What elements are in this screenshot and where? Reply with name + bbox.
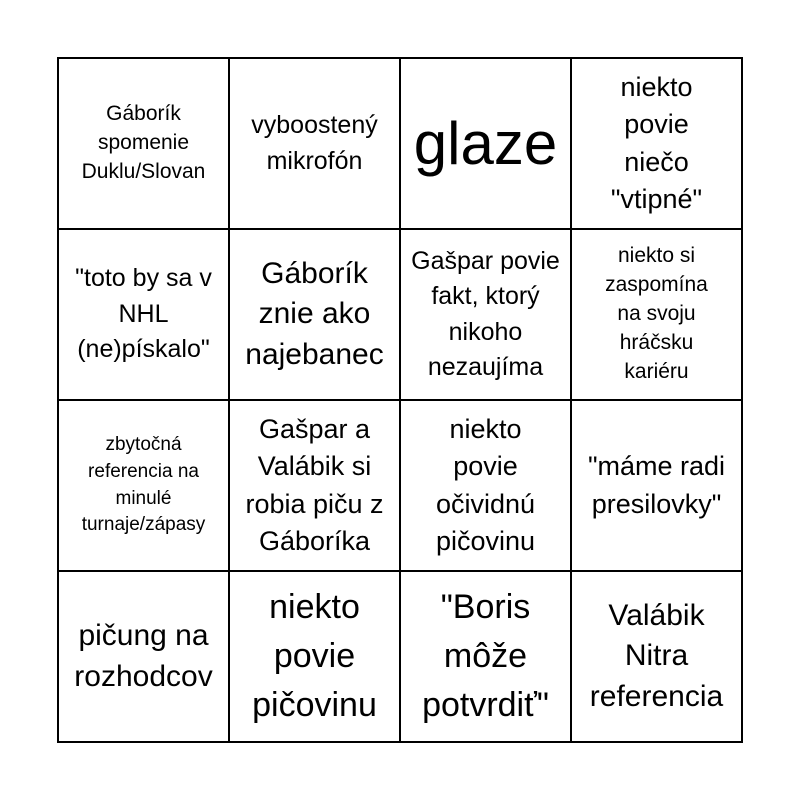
bingo-cell[interactable] <box>571 229 742 400</box>
cell-text: "toto by sa v NHL (ne)pískalo" <box>75 264 212 364</box>
cell-text: niekto povie pičovinu <box>252 587 377 725</box>
cell-text: niekto povie očividnú pičovinu <box>435 414 536 556</box>
bingo-cell[interactable] <box>229 229 400 400</box>
cell-text: Gašpar povie fakt, ktorý nikoho nezaujíma <box>411 246 560 381</box>
bingo-cell[interactable] <box>229 400 400 571</box>
cell-text: Gáborík znie ako najebanec <box>245 256 384 371</box>
cell-text: Gáborík spomenie Duklu/Slovan <box>81 102 206 183</box>
bingo-cell[interactable] <box>58 58 229 229</box>
cell-text: vyboostený mikrofón <box>251 111 378 175</box>
bingo-cell[interactable] <box>571 400 742 571</box>
bingo-cell[interactable] <box>58 400 229 571</box>
bingo-cell[interactable] <box>58 571 229 742</box>
cell-text: "máme radi presilovky" <box>587 451 726 519</box>
bingo-cell[interactable] <box>229 571 400 742</box>
cell-text: glaze <box>413 109 558 177</box>
bingo-cell[interactable] <box>400 58 571 229</box>
cell-text: zbytočná referencia na minulé turnaje/zápasy <box>81 434 206 536</box>
cell-text: niekto si zaspomína na svoju hráčsku kariéru <box>605 244 708 383</box>
bingo-cell[interactable] <box>571 571 742 742</box>
bingo-cell[interactable] <box>400 571 571 742</box>
bingo-cell[interactable] <box>58 229 229 400</box>
cell-text: "Boris môže potvrdiť" <box>422 587 549 725</box>
bingo-cell[interactable] <box>229 58 400 229</box>
bingo-cell[interactable] <box>400 400 571 571</box>
cell-text: Gašpar a Valábik si robia piču z Gáboríka <box>245 414 384 556</box>
cell-text: pičung na rozhodcov <box>74 619 213 693</box>
bingo-board <box>57 57 743 743</box>
cell-text: Valábik Nitra referencia <box>589 598 724 713</box>
bingo-cell[interactable] <box>400 229 571 400</box>
cell-text: niekto povie niečo "vtipné" <box>610 72 703 214</box>
bingo-cell[interactable] <box>571 58 742 229</box>
